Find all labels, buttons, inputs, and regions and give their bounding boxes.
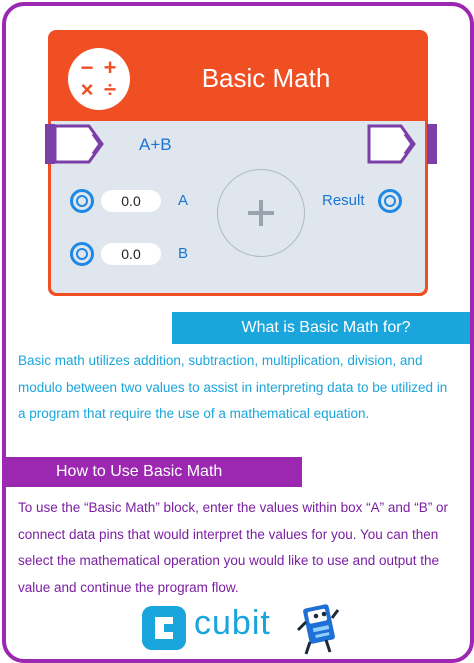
- result-label: Result: [322, 192, 365, 209]
- result-pin[interactable]: [378, 189, 402, 213]
- input-b-field[interactable]: 0.0: [101, 243, 161, 265]
- input-a-field[interactable]: 0.0: [101, 190, 161, 212]
- how-section-heading: How to Use Basic Math: [6, 457, 302, 487]
- cubit-brand: cubit: [194, 604, 271, 642]
- flow-out-pin[interactable]: [367, 124, 437, 164]
- plus-op: +: [103, 55, 117, 80]
- info-card: [2, 2, 474, 663]
- how-section-body: To use the “Basic Math” block, enter the values within box “A” and “B” or connect data pins that would interpret the values for you. You can then select the mathematical operation you would like to use and output the value and continue the program flow.: [18, 500, 448, 595]
- operation-label: A+B: [139, 135, 172, 154]
- divide-op: ÷: [103, 77, 117, 102]
- input-b-pin[interactable]: [70, 242, 94, 266]
- input-a-pin[interactable]: [70, 189, 94, 213]
- cubit-logo-icon: [142, 606, 186, 650]
- basic-math-block[interactable]: [48, 30, 428, 296]
- operator-selector[interactable]: [217, 169, 305, 257]
- input-a-label: A: [178, 192, 189, 209]
- what-section-body: Basic math utilizes addition, subtraction, multiplication, division, and modulo between two values to assist in interpreting data to be utilized in a program that require the use of a mathematical equation.: [18, 353, 448, 421]
- block-title: Basic Math: [201, 63, 331, 93]
- calculator-icon: [68, 48, 130, 110]
- robot-mascot-icon: [294, 600, 340, 658]
- flow-in-pin[interactable]: [45, 124, 105, 164]
- times-op: ×: [80, 77, 94, 102]
- minus-op: −: [80, 55, 94, 80]
- block-header: [51, 33, 425, 121]
- block-body: [51, 121, 425, 293]
- what-section-heading: What is Basic Math for?: [172, 312, 470, 344]
- input-b-label: B: [178, 245, 189, 262]
